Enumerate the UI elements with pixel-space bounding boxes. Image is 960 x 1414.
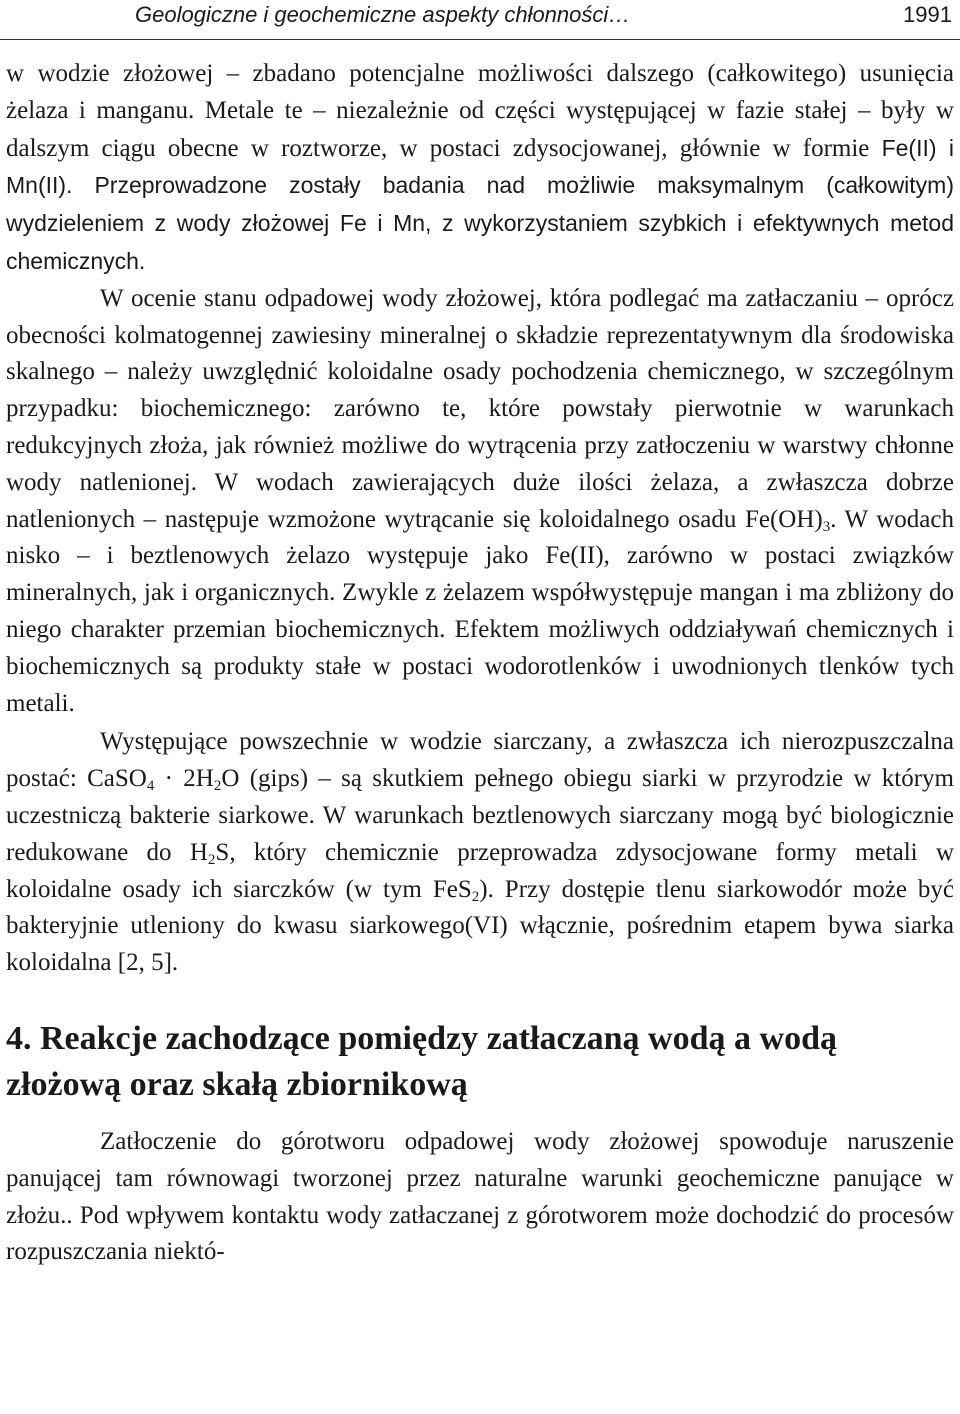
- paragraph-2: [6, 281, 954, 723]
- section-paragraph: Zatłoczenie do górotworu odpadowej wody złożowej spowoduje naruszenie panującej tam równowagi tworzonej przez naturalne warunki geochemiczne panujące w złożu.. Pod wpływem kontaktu wody zatłaczanej z górotworem może dochodzić do procesów rozpuszczania niektó-: [6, 1127, 954, 1266]
- subscript: 4: [146, 778, 155, 795]
- header-title: Geologiczne i geochemiczne aspekty chłonności…: [135, 2, 631, 27]
- text-segment: O (gips) – są skutkiem pełnego obiegu siarki w przyrodzie w którym uczestniczą bakterie siarkowe. W warunkach beztlenowych siarczany mogą być biologicznie redukowane do H: [6, 765, 954, 866]
- text-segment: w wodzie złożowej – zbadano potencjalne możliwości dalszego (całkowitego) usunięcia żelaza i manganu. Metale te – niezależnie od części występującej w fazie stałej – były w dalszym ciągu obecne w roztworze, w postaci zdysocjowanej, głównie w formie: [6, 60, 954, 162]
- text-segment: W ocenie stanu odpadowej wody złożowej, która podlegać ma zatłaczaniu – oprócz obecności kolmatogennej zawiesiny mineralnej o składzie reprezentatywnym dla środowiska skalnego – należy uwzględnić koloidalne osady pochodzenia chemicznego, w szczególnym przypadku: biochemicznego: zarówno te, które powstały pierwotnie w warunkach redukcyjnych złoża, jak również możliwe do wytrącenia przy zatłoczeniu w warstwy chłonne wody natlenionej. W wodach zawierających duże ilości żelaza, a zwłaszcza dobrze natlenionych – następuje wzmożone wytrącanie się koloidalnego osadu Fe(OH): [6, 284, 954, 533]
- text-segment: Fe(II) i Mn(II). Przeprowadzone zostały badania nad możliwie maksymalnym (całkowitym) wydzieleniem z wody złożowej Fe i Mn, z wykorzystaniem szybkich i efektywnych metod chemicznych.: [6, 134, 954, 274]
- subscript: 2: [213, 778, 222, 795]
- text-segment: Występujące powszechnie w wodzie siarczany, a zwłaszcza ich nierozpuszczalna postać: CaSO: [6, 728, 954, 793]
- paragraph-3: [6, 724, 954, 982]
- page-number: 1991: [903, 2, 952, 27]
- text-segment: · 2H: [154, 765, 214, 793]
- subscript: 3: [822, 518, 831, 535]
- text-segment: . W wodach nisko – i beztlenowych żelazo występuje jako Fe(II), zarówno w postaci związków mineralnych, jak i organicznych. Zwykle z żelazem współwystępuje mangan i ma zbliżony do niego charakter przemian biochemicznych. Efektem możliwych oddziaływań chemicznych i biochemicznych są produkty stałe w postaci wodorotlenków i uwodnionych tlenków tych metali.: [6, 505, 954, 717]
- running-header: [0, 0, 960, 40]
- text-segment: ). Przy dostępie tlenu siarkowodór może być bakteryjnie utleniony do kwasu siarkowego(VI) włącznie, pośrednim etapem bywa siarka koloidalna [2, 5].: [6, 875, 954, 977]
- subscript: 2: [471, 888, 480, 905]
- section-heading: 4. Reakcje zachodzące pomiędzy zatłaczaną wodą a wodą złożową oraz skałą zbiornikową: [6, 1019, 837, 1103]
- subscript: 2: [207, 851, 216, 868]
- text-segment: S, który chemicznie przeprowadza zdysocjowane formy metali w koloidalne osady ich siarczków (w tym FeS: [6, 838, 954, 903]
- body-text: [6, 56, 954, 1271]
- paragraph-1: [6, 56, 954, 281]
